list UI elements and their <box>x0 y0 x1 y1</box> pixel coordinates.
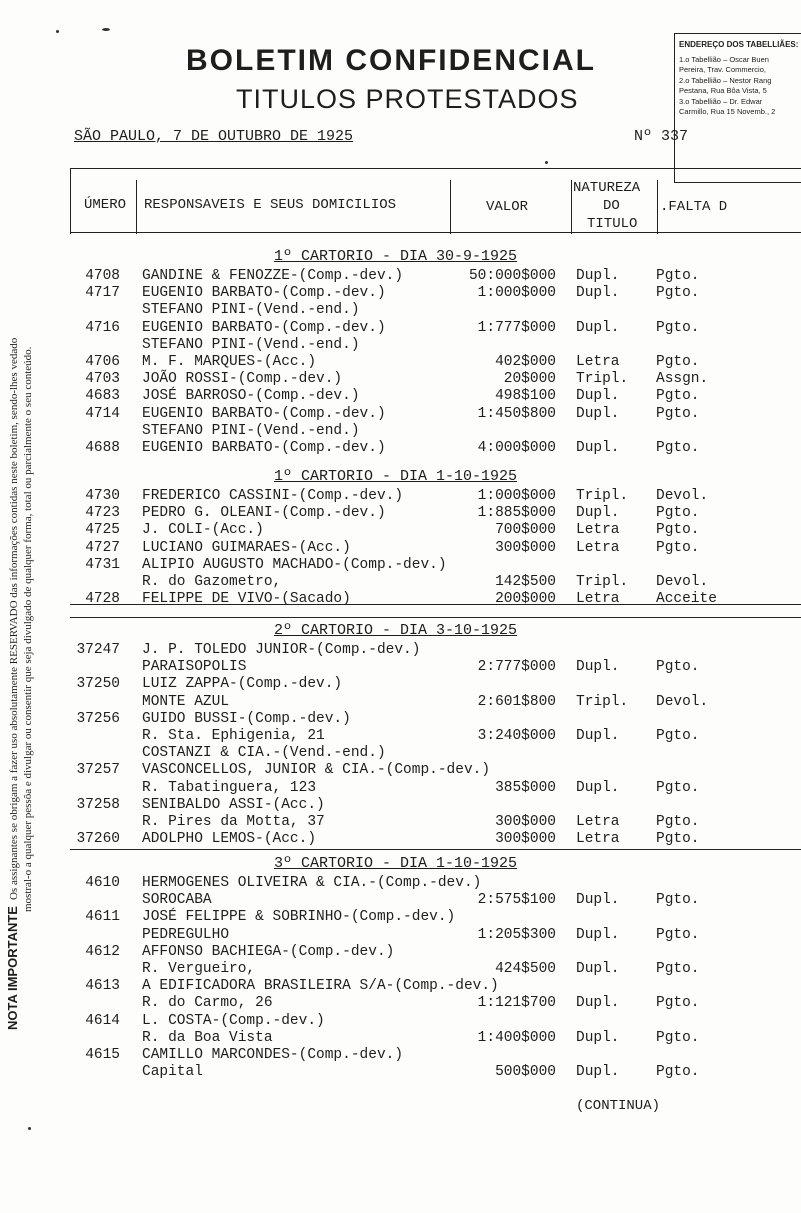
entry-reason: Pgto. <box>656 1029 700 1046</box>
table-row <box>0 488 801 506</box>
scan-speck <box>102 28 110 31</box>
notice-line-1: Os assignantes se obrigam a fazer uso absolutamente RESERVADO das informações contidas neste boletim, sendo-lhes vedado <box>8 337 20 901</box>
entry-value: 1:121$700 <box>477 995 556 1012</box>
entry-value: 1:777$000 <box>477 319 556 336</box>
entry-nature: Letra <box>576 831 620 848</box>
entry-reason: Acceite <box>656 591 717 608</box>
table-row <box>0 1047 801 1065</box>
table-row <box>0 814 801 832</box>
entry-number: 37256 <box>76 710 120 727</box>
entry-nature: Dupl. <box>576 779 620 796</box>
entry-responsible: FREDERICO CASSINI-(Comp.-dev.) <box>142 488 404 504</box>
entry-responsible: PARAISOPOLIS <box>142 659 247 676</box>
entry-reason: Pgto. <box>656 892 700 909</box>
entry-number: 4615 <box>85 1047 120 1063</box>
entry-reason: Pgto. <box>656 319 700 336</box>
table-row <box>0 423 801 441</box>
entry-reason: Pgto. <box>656 388 700 405</box>
entry-nature: Letra <box>576 354 620 370</box>
entry-responsible: EUGENIO BARBATO-(Comp.-dev.) <box>142 440 386 456</box>
entry-reason: Devol. <box>656 693 709 710</box>
entry-number: 37257 <box>76 762 120 779</box>
entry-responsible: LUIZ ZAPPA-(Comp.-dev.) <box>142 676 343 693</box>
entry-responsible: GANDINE & FENOZZE-(Comp.-dev.) <box>142 268 404 284</box>
entry-reason: Pgto. <box>656 728 700 744</box>
section-title: 1º CARTORIO - DIA 30-9-1925 <box>274 248 518 265</box>
entry-nature: Dupl. <box>576 995 620 1012</box>
table-row <box>0 831 801 849</box>
col-header-valor: VALOR <box>486 199 529 215</box>
entry-reason: Pgto. <box>656 1064 700 1081</box>
entry-value: 500$000 <box>495 1064 556 1081</box>
table-row <box>0 440 801 458</box>
table-row <box>0 1064 801 1082</box>
table-row <box>0 302 801 320</box>
entry-nature: Dupl. <box>576 505 620 522</box>
entry-value: 2:575$100 <box>477 892 556 909</box>
entry-responsible: MONTE AZUL <box>142 693 230 710</box>
table-row <box>0 944 801 962</box>
table-row <box>0 337 801 355</box>
entry-responsible: JOSÉ BARROSO-(Comp.-dev.) <box>142 388 360 405</box>
entry-value: 2:777$000 <box>477 659 556 676</box>
col-divider <box>571 180 572 234</box>
entry-responsible: SENIBALDO ASSI-(Acc.) <box>142 796 325 813</box>
entry-number: 37260 <box>76 831 120 848</box>
entry-value: 2:601$800 <box>477 693 556 710</box>
entry-responsible: JOSÉ FELIPPE & SOBRINHO-(Comp.-dev.) <box>142 909 456 926</box>
entry-reason: Pgto. <box>656 440 700 456</box>
entry-value: 1:450$800 <box>477 405 556 422</box>
table-row <box>0 909 801 927</box>
entry-nature: Dupl. <box>576 1029 620 1046</box>
col-header-responsaveis: RESPONSAVEIS E SEUS DOMICILIOS <box>144 197 397 213</box>
entry-value: 142$500 <box>495 574 556 590</box>
entry-responsible: ALIPIO AUGUSTO MACHADO-(Comp.-dev.) <box>142 556 447 573</box>
scan-speck <box>28 1127 31 1130</box>
entry-nature: Dupl. <box>576 319 620 336</box>
entry-responsible: R. Sta. Ephigenia, 21 <box>142 728 325 744</box>
entry-number: 37258 <box>76 796 120 813</box>
table-row <box>0 762 801 780</box>
scan-speck <box>56 30 59 33</box>
entry-reason: Devol. <box>656 574 709 590</box>
entry-number: 4714 <box>85 405 120 422</box>
entry-value: 4:000$000 <box>477 440 556 456</box>
bulletin-number: Nº 337 <box>634 128 689 145</box>
entry-reason: Pgto. <box>656 831 700 848</box>
entry-nature: Dupl. <box>576 961 620 977</box>
entry-nature: Dupl. <box>576 440 620 456</box>
entry-responsible: J. P. TOLEDO JUNIOR-(Comp.-dev.) <box>142 642 421 658</box>
entry-value: 200$000 <box>495 591 556 608</box>
entry-number: 4716 <box>85 319 120 336</box>
scan-speck <box>545 161 548 164</box>
entry-nature: Dupl. <box>576 268 620 284</box>
entry-nature: Tripl. <box>576 693 629 710</box>
table-row <box>0 574 801 592</box>
address-line: 2.o Tabellião – Nestor Rang <box>679 75 772 85</box>
entry-number: 4611 <box>85 909 120 926</box>
col-header-natureza: DO <box>603 198 620 214</box>
notice-label: NOTA IMPORTANTE <box>5 906 20 1030</box>
entry-value: 402$000 <box>495 354 556 370</box>
entry-number: 4706 <box>85 354 120 370</box>
entry-responsible: ADOLPHO LEMOS-(Acc.) <box>142 831 317 848</box>
table-row <box>0 927 801 945</box>
entry-reason: Assgn. <box>656 371 709 388</box>
table-row <box>0 540 801 558</box>
col-divider <box>70 168 71 234</box>
notice-line-2: mostral-o a qualquer pessôa e divulgar ou consentir que seja divulgado de qualquer forma, total ou parcialmente o seu conteúdo. <box>22 346 34 912</box>
table-top-line <box>70 168 801 169</box>
table-row <box>0 711 801 729</box>
entry-number: 4727 <box>85 539 120 556</box>
table-row <box>0 522 801 540</box>
table-row <box>0 780 801 798</box>
entry-responsible: STEFANO PINI-(Vend.-end.) <box>142 422 360 439</box>
entry-number: 4612 <box>85 943 120 960</box>
continua-label: (CONTINUA) <box>576 1098 661 1114</box>
entry-responsible: CAMILLO MARCONDES-(Comp.-dev.) <box>142 1047 404 1063</box>
entry-nature: Letra <box>576 522 620 539</box>
table-row <box>0 676 801 694</box>
table-row <box>0 354 801 372</box>
entry-value: 1:205$300 <box>477 926 556 943</box>
col-header-natureza: TITULO <box>587 216 638 232</box>
entry-nature: Tripl. <box>576 574 629 590</box>
table-row <box>0 875 801 893</box>
date-line: SÃO PAULO, 7 DE OUTUBRO DE 1925 <box>74 128 354 145</box>
entry-value: 50:000$000 <box>468 268 556 284</box>
entry-responsible: COSTANZI & CIA.-(Vend.-end.) <box>142 745 386 762</box>
entry-responsible: HERMOGENES OLIVEIRA & CIA.-(Comp.-dev.) <box>142 875 482 891</box>
entry-responsible: EUGENIO BARBATO-(Comp.-dev.) <box>142 405 386 422</box>
entry-reason: Pgto. <box>656 961 700 977</box>
table-row <box>0 694 801 712</box>
table-row <box>0 371 801 389</box>
table-row <box>0 961 801 979</box>
entry-nature: Dupl. <box>576 892 620 909</box>
table-header-bottom-line <box>70 232 801 233</box>
entry-responsible: SOROCABA <box>142 892 212 909</box>
col-divider <box>450 180 451 234</box>
table-row <box>0 285 801 303</box>
section-title: 2º CARTORIO - DIA 3-10-1925 <box>274 622 518 639</box>
entry-reason: Pgto. <box>656 539 700 556</box>
entry-value: 1:400$000 <box>477 1029 556 1046</box>
entry-value: 1:000$000 <box>477 285 556 302</box>
entry-nature: Dupl. <box>576 728 620 744</box>
entry-number: 4725 <box>85 522 120 539</box>
entry-responsible: PEDREGULHO <box>142 926 230 943</box>
entry-responsible: PEDRO G. OLEANI-(Comp.-dev.) <box>142 505 386 522</box>
entry-value: 1:885$000 <box>477 505 556 522</box>
entry-value: 300$000 <box>495 539 556 556</box>
entry-number: 4723 <box>85 505 120 522</box>
entry-value: 300$000 <box>495 814 556 830</box>
address-line: 3.o Tabellião – Dr. Edwar <box>679 96 763 106</box>
table-row <box>0 659 801 677</box>
entry-responsible: STEFANO PINI-(Vend.-end.) <box>142 302 360 319</box>
entry-reason: Pgto. <box>656 522 700 539</box>
entry-responsible: AFFONSO BACHIEGA-(Comp.-dev.) <box>142 943 395 960</box>
address-line: Carmillo, Rua 15 Novemb., 2 <box>679 107 776 116</box>
entry-nature: Letra <box>576 539 620 556</box>
entry-value: 424$500 <box>495 961 556 977</box>
entry-nature: Dupl. <box>576 388 620 405</box>
entry-reason: Pgto. <box>656 505 700 522</box>
section-divider <box>70 849 801 850</box>
table-row <box>0 557 801 575</box>
entry-responsible: STEFANO PINI-(Vend.-end.) <box>142 336 360 353</box>
document-title: BOLETIM CONFIDENCIAL <box>186 44 596 77</box>
col-header-natureza: NATUREZA <box>573 180 641 196</box>
col-header-falta: .FALTA D <box>660 199 728 215</box>
entry-reason: Pgto. <box>656 995 700 1012</box>
entry-value: 20$000 <box>503 371 556 388</box>
entry-number: 4703 <box>85 371 120 388</box>
address-line: Pereira, Trav. Commercio, <box>679 65 766 74</box>
table-row <box>0 978 801 996</box>
entry-number: 4683 <box>85 388 120 405</box>
entry-number: 4717 <box>85 285 120 302</box>
table-row <box>0 892 801 910</box>
entry-number: 4728 <box>85 591 120 608</box>
entry-responsible: VASCONCELLOS, JUNIOR & CIA.-(Comp.-dev.) <box>142 762 491 779</box>
entry-nature: Dupl. <box>576 659 620 676</box>
entry-nature: Letra <box>576 591 620 608</box>
entry-number: 4610 <box>85 875 120 891</box>
entry-nature: Tripl. <box>576 371 629 388</box>
address-box <box>674 33 801 183</box>
entry-reason: Pgto. <box>656 659 700 676</box>
entry-value: 1:000$000 <box>477 488 556 504</box>
entry-number: 4731 <box>85 556 120 573</box>
table-row <box>0 728 801 746</box>
entry-responsible: Capital <box>142 1064 203 1081</box>
entry-value: 498$100 <box>495 388 556 405</box>
entry-number: 37247 <box>76 642 120 658</box>
entry-responsible: R. Pires da Motta, 37 <box>142 814 325 830</box>
entry-responsible: R. Vergueiro, <box>142 961 256 977</box>
table-row <box>0 642 801 660</box>
entry-responsible: M. F. MARQUES-(Acc.) <box>142 354 317 370</box>
entry-reason: Pgto. <box>656 285 700 302</box>
entry-value: 300$000 <box>495 831 556 848</box>
entry-reason: Pgto. <box>656 926 700 943</box>
section-divider <box>70 617 801 618</box>
entry-number: 4730 <box>85 488 120 504</box>
document-subtitle: TITULOS PROTESTADOS <box>236 84 579 114</box>
entry-nature: Dupl. <box>576 285 620 302</box>
table-row <box>0 591 801 609</box>
entry-reason: Pgto. <box>656 814 700 830</box>
entry-responsible: EUGENIO BARBATO-(Comp.-dev.) <box>142 285 386 302</box>
entry-nature: Letra <box>576 814 620 830</box>
address-line: Pestana, Rua Bôa Vista, 5 <box>679 86 767 95</box>
address-heading: ENDEREÇO DOS TABELLIÃES: <box>679 40 799 49</box>
entry-reason: Pgto. <box>656 405 700 422</box>
entry-responsible: J. COLI-(Acc.) <box>142 522 264 539</box>
address-line: 1.o Tabellião – Oscar Buen <box>679 54 769 64</box>
col-header-numero: ÚMERO <box>84 197 127 213</box>
entry-responsible: FELIPPE DE VIVO-(Sacado) <box>142 591 351 608</box>
col-divider <box>136 180 137 234</box>
entry-number: 37250 <box>76 676 120 693</box>
entry-reason: Pgto. <box>656 268 700 284</box>
entry-number: 4613 <box>85 978 120 995</box>
section-title: 1º CARTORIO - DIA 1-10-1925 <box>274 468 518 485</box>
entry-responsible: R. do Gazometro, <box>142 574 282 590</box>
entry-nature: Dupl. <box>576 405 620 422</box>
entry-number: 4688 <box>85 440 120 456</box>
table-row <box>0 388 801 406</box>
table-row <box>0 505 801 523</box>
entry-responsible: A EDIFICADORA BRASILEIRA S/A-(Comp.-dev.) <box>142 978 499 995</box>
entry-responsible: GUIDO BUSSI-(Comp.-dev.) <box>142 710 351 727</box>
col-divider <box>657 180 658 234</box>
entry-responsible: R. da Boa Vista <box>142 1029 273 1046</box>
table-row <box>0 745 801 763</box>
entry-responsible: LUCIANO GUIMARAES-(Acc.) <box>142 539 351 556</box>
entry-responsible: L. COSTA-(Comp.-dev.) <box>142 1012 325 1029</box>
entry-responsible: R. Tabatinguera, 123 <box>142 779 317 796</box>
table-row <box>0 320 801 338</box>
entry-value: 3:240$000 <box>477 728 556 744</box>
entry-value: 700$000 <box>495 522 556 539</box>
table-row <box>0 406 801 424</box>
table-row <box>0 1013 801 1031</box>
entry-responsible: R. do Carmo, 26 <box>142 995 273 1012</box>
entry-responsible: EUGENIO BARBATO-(Comp.-dev.) <box>142 319 386 336</box>
entry-reason: Pgto. <box>656 354 700 370</box>
table-row <box>0 268 801 286</box>
section-title: 3º CARTORIO - DIA 1-10-1925 <box>274 855 518 872</box>
entry-reason: Devol. <box>656 488 709 504</box>
entry-nature: Tripl. <box>576 488 629 504</box>
table-row <box>0 797 801 815</box>
entry-reason: Pgto. <box>656 779 700 796</box>
table-row <box>0 995 801 1013</box>
entry-responsible: JOÃO ROSSI-(Comp.-dev.) <box>142 371 343 388</box>
entry-number: 4614 <box>85 1012 120 1029</box>
table-row <box>0 1030 801 1048</box>
entry-nature: Dupl. <box>576 1064 620 1081</box>
entry-nature: Dupl. <box>576 926 620 943</box>
entry-number: 4708 <box>85 268 120 284</box>
entry-value: 385$000 <box>495 779 556 796</box>
